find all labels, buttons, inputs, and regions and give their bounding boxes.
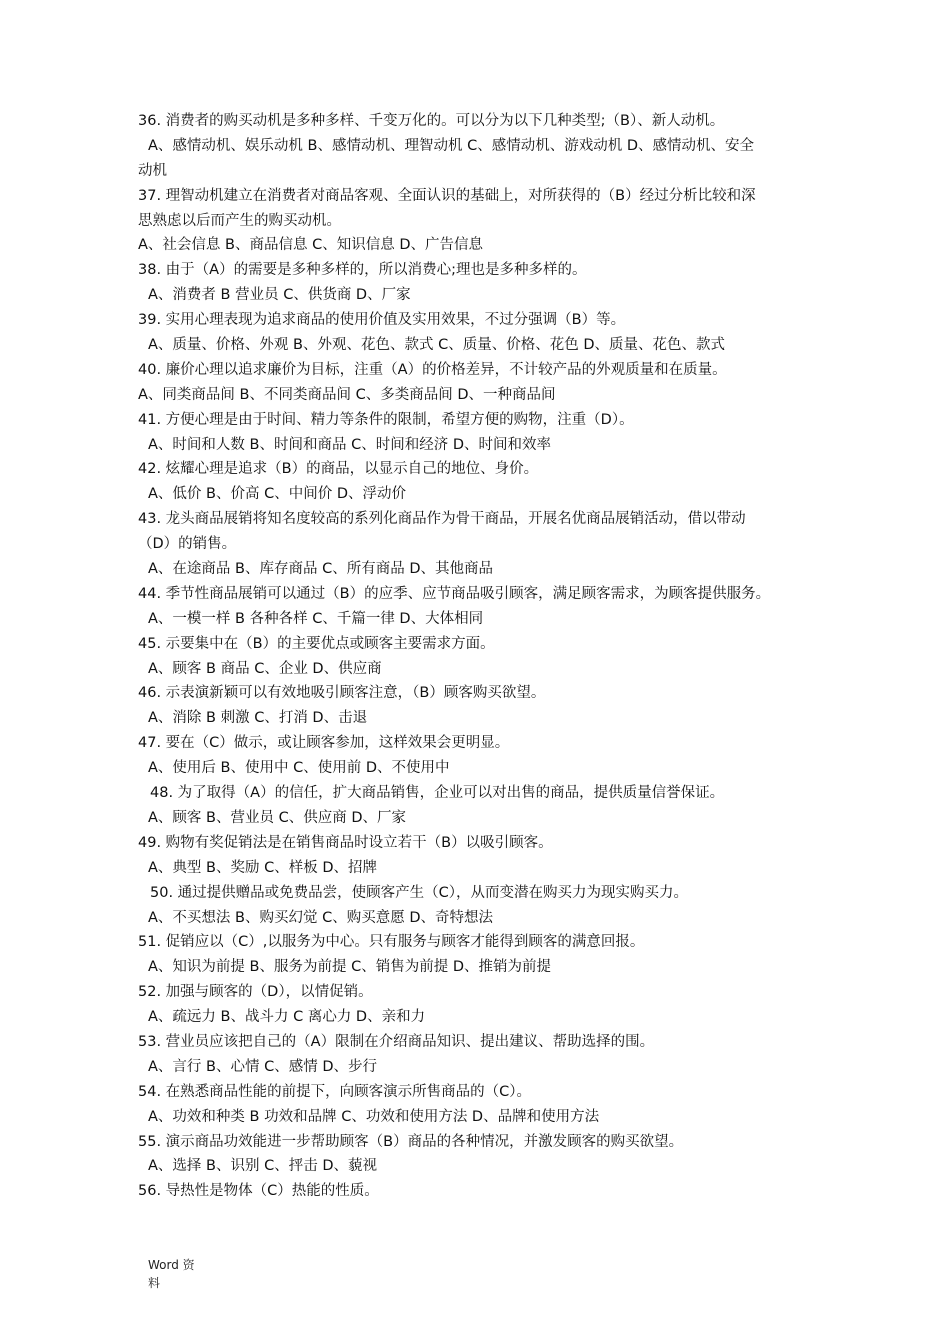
text-line: 41. 方便心理是由于时间、精力等条件的限制，希望方便的购物，注重（D）。 (138, 411, 634, 428)
text-line: A、社会信息 B、商品信息 C、知识信息 D、广告信息 (138, 237, 483, 254)
text-line: 44. 季节性商品展销可以通过（B）的应季、应节商品吸引顾客，满足顾客需求，为顾客提供服务。 (138, 585, 771, 602)
text-line: A、时间和人数 B、时间和商品 C、时间和经济 D、时间和效率 (148, 436, 551, 453)
text-line: 55. 演示商品功效能进一步帮助顾客（B）商品的各种情况，并激发顾客的购买欲望。 (138, 1133, 684, 1150)
text-line: A、使用后 B、使用中 C、使用前 D、不使用中 (148, 760, 450, 777)
text-line: A、选择 B、识别 C、抨击 D、藐视 (148, 1158, 377, 1175)
text-line: 47. 要在（C）做示，或让顾客参加，这样效果会更明显。 (138, 735, 510, 752)
footer-text-line-1: Word 资 (148, 1258, 195, 1272)
text-line: A、质量、价格、外观 B、外观、花色、款式 C、质量、价格、花色 D、质量、花色、款式 (148, 337, 725, 354)
footer-text-line-2: 料 (148, 1276, 161, 1290)
text-line: 48. 为了取得（A）的信任，扩大商品销售，企业可以对出售的商品，提供质量信誉保证。 (150, 785, 725, 802)
text-line: 49. 购物有奖促销法是在销售商品时设立若干（B）以吸引顾客。 (138, 834, 553, 851)
text-line: A、典型 B、奖励 C、样板 D、招牌 (148, 859, 377, 876)
text-line: A、顾客 B 商品 C、企业 D、供应商 (148, 660, 382, 677)
text-line: 思熟虑以后而产生的购买动机。 (138, 212, 341, 229)
text-line: A、不买想法 B、购买幻觉 C、购买意愿 D、奇特想法 (148, 909, 493, 926)
text-line: 52. 加强与顾客的（D），以情促销。 (138, 984, 373, 1001)
text-line: 54. 在熟悉商品性能的前提下，向顾客演示所售商品的（C）。 (138, 1083, 532, 1100)
text-line: 45. 示要集中在（B）的主要优点或顾客主要需求方面。 (138, 635, 495, 652)
text-line: A、低价 B、价高 C、中间价 D、浮动价 (148, 486, 406, 503)
text-line: A、感情动机、娱乐动机 B、感情动机、理智动机 C、感情动机、游戏动机 D、感情动机、安全 (148, 137, 754, 154)
text-line: 动机 (138, 162, 167, 179)
text-line: 50. 通过提供赠品或免费品尝，使顾客产生（C），从而变潜在购买力为现实购买力。 (150, 884, 689, 901)
text-line: 38. 由于（A）的需要是多种多样的，所以消费心;理也是多种多样的。 (138, 262, 587, 279)
page-footer (148, 1256, 208, 1292)
text-line: 39. 实用心理表现为追求商品的使用价值及实用效果，不过分强调（B）等。 (138, 312, 626, 329)
text-line: 51. 促销应以（C）,以服务为中心。只有服务与顾客才能得到顾客的满意回报。 (138, 934, 645, 951)
text-line: A、在途商品 B、库存商品 C、所有商品 D、其他商品 (148, 561, 493, 578)
text-line: 40. 廉价心理以追求廉价为目标，注重（A）的价格差异，不计较产品的外观质量和在质量。 (138, 361, 727, 378)
text-line: 37. 理智动机建立在消费者对商品客观、全面认识的基础上，对所获得的（B）经过分析比较和深 (138, 187, 756, 204)
text-line: 43. 龙头商品展销将知名度较高的系列化商品作为骨干商品，开展名优商品展销活动，借以带动 (138, 511, 746, 528)
text-line: A、言行 B、心情 C、感情 D、步行 (148, 1058, 377, 1075)
text-line: 46. 示表演新颖可以有效地吸引顾客注意，（B）顾客购买欲望。 (138, 685, 546, 702)
text-line: A、知识为前提 B、服务为前提 C、销售为前提 D、推销为前提 (148, 959, 551, 976)
text-line: A、同类商品间 B、不同类商品间 C、多类商品间 D、一种商品间 (138, 386, 556, 403)
text-line: A、顾客 B、营业员 C、供应商 D、厂家 (148, 809, 406, 826)
document-body (138, 109, 828, 1204)
text-line: 36. 消费者的购买动机是多种多样、千变万化的。可以分为以下几种类型;（B）、新人动机。 (138, 113, 725, 129)
text-line: 42. 炫耀心理是追求（B）的商品，以显示自己的地位、身价。 (138, 461, 539, 478)
text-line: A、消费者 B 营业员 C、供货商 D、厂家 (148, 287, 411, 304)
text-line: A、功效和种类 B 功效和品牌 C、功效和使用方法 D、品牌和使用方法 (148, 1108, 600, 1125)
text-line: 56. 导热性是物体（C）热能的性质。 (138, 1183, 379, 1200)
text-line: A、疏远力 B、战斗力 C 离心力 D、亲和力 (148, 1009, 426, 1026)
text-line: （D）的销售。 (138, 536, 237, 553)
text-line: A、消除 B 刺激 C、打消 D、击退 (148, 710, 368, 727)
text-line: A、一模一样 B 各种各样 C、千篇一律 D、大体相同 (148, 610, 484, 627)
text-line: 53. 营业员应该把自己的（A）限制在介绍商品知识、提出建议、帮助选择的围。 (138, 1033, 655, 1050)
